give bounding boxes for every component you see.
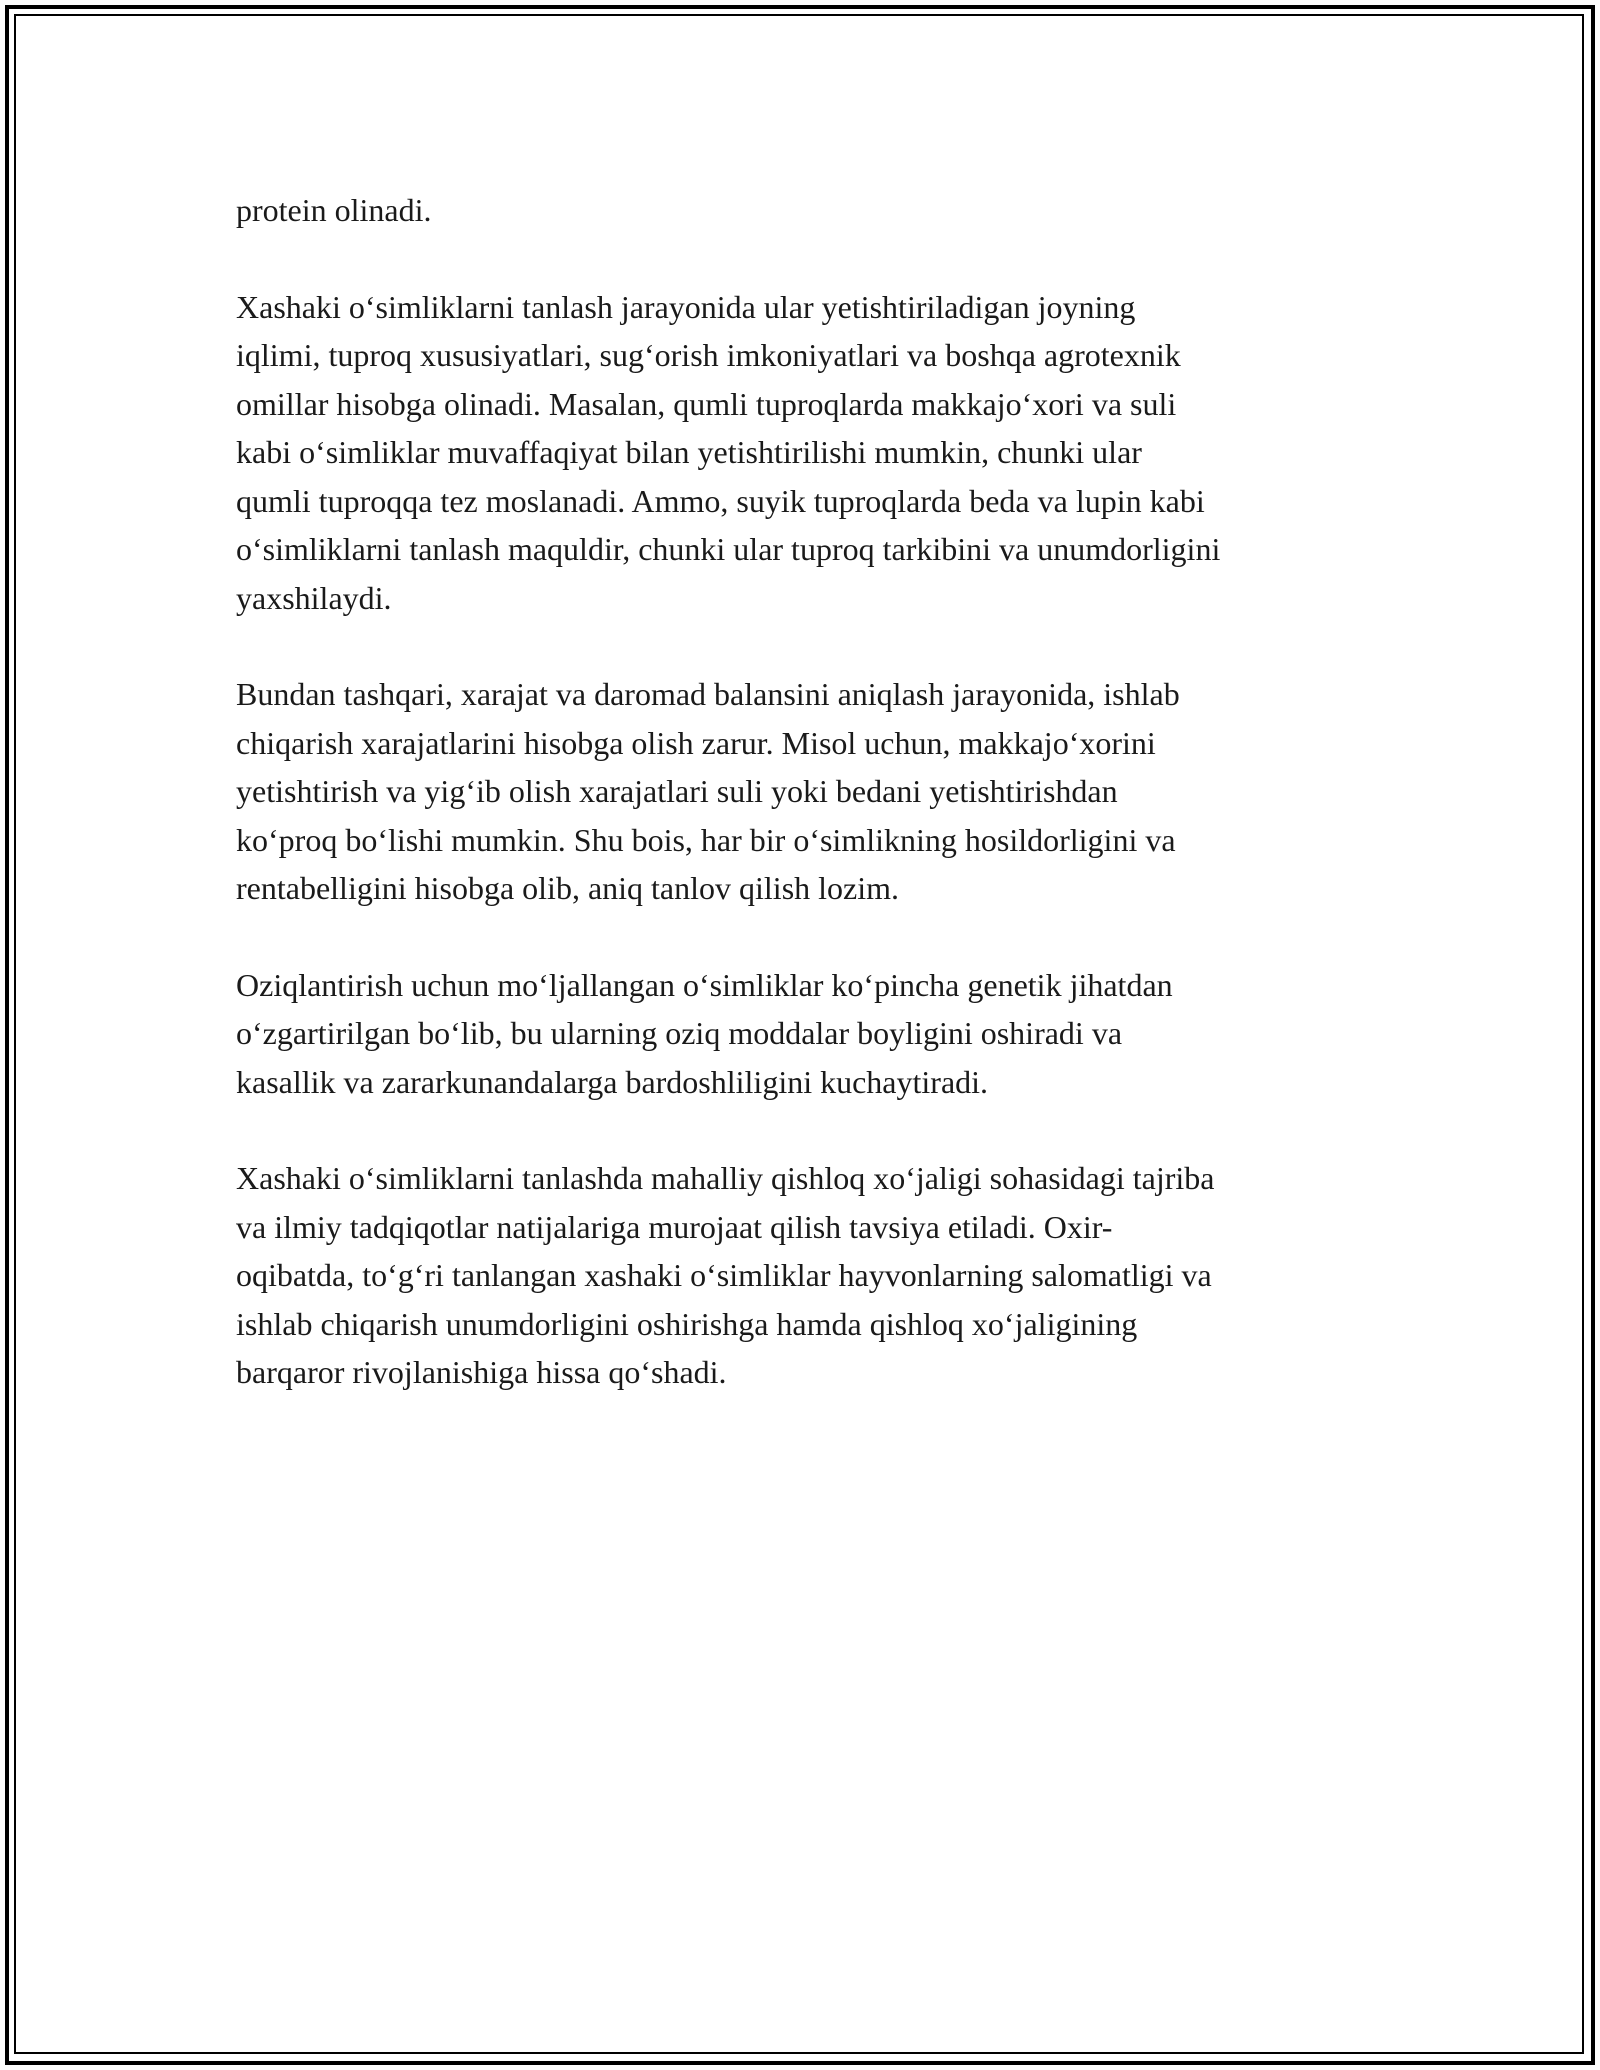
- paragraph-protein-olinadi: protein olinadi.: [236, 192, 432, 228]
- paragraph-genetic-modification: Oziqlantirish uchun mo‘ljallangan o‘simliklar ko‘pincha genetik jihatdan o‘zgartirilgan bo‘lib, bu ularning oziq moddalar boyligini oshiradi va kasallik va zararkunandalarga bardoshliligini kuchaytiradi.: [236, 966, 1173, 1100]
- paragraph-local-research: Xashaki o‘simliklarni tanlashda mahalliy qishloq xo‘jaligi sohasidagi tajriba va ilmiy tadqiqotlar natijalariga murojaat qilish tavsiya etiladi. Oxir- oqibatda, to‘g‘ri tanlangan xashaki o‘simliklar hayvonlarning salomatligi va ishlab chiqarish unumdorligini oshirishga hamda qishloq xo‘jaligining barqaror rivojlanishiga hissa qo‘shadi.: [236, 1160, 1215, 1390]
- paragraph-cost-income-balance: Bundan tashqari, xarajat va daromad balansini aniqlash jarayonida, ishlab chiqarish xarajatlarini hisobga olish zarur. Misol uchun, makkajo‘xorini yetishtirish va yig‘ib olish xarajatlari suli yoki bedani yetishtirishdan ko‘proq bo‘lishi mumkin. Shu bois, har bir o‘simlikning hosildorligini va rentabelligini hisobga olib, aniq tanlov qilish lozim.: [236, 676, 1180, 906]
- paragraph-plant-selection-climate: Xashaki o‘simliklarni tanlash jarayonida ular yetishtiriladigan joyning iqlimi, tuproq xususiyatlari, sug‘orish imkoniyatlari va boshqa agrotexnik omillar hisobga olinadi. Masalan, qumli tuproqlarda makkajo‘xori va suli kabi o‘simliklar muvaffaqiyat bilan yetishtirilishi mumkin, chunki ular qumli tuproqqa tez moslanadi. Ammo, suyik tuproqlarda beda va lupin kabi o‘simliklarni tanlash maquldir, chunki ular tuproq tarkibini va unumdorligini yaxshilaydi.: [236, 288, 1221, 616]
- document-body: [236, 186, 1376, 1445]
